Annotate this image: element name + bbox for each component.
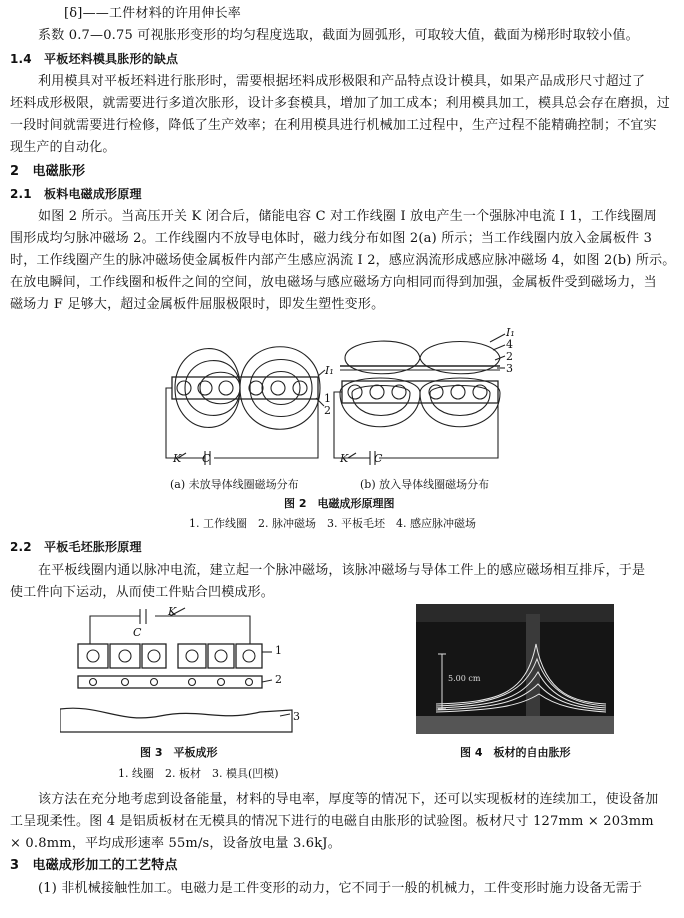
section-heading-2-1: 2.1 板料电磁成形原理 <box>10 187 142 201</box>
fig3-label-K: K <box>168 605 177 618</box>
text-line: 利用模具对平板坯料进行胀形时，需要根据坯料成形极限和产品特点设计模具，如果产品成形尺寸超过了 <box>38 74 646 89</box>
fig2-label-C: C <box>202 452 211 465</box>
section-heading-2-2: 2.2 平板毛坯胀形原理 <box>10 540 142 554</box>
text-line: 时，工作线圈产生的脉冲磁场使金属板件内部产生感应涡流 I 2，感应涡流形成感应脉冲磁场 4，如图 2(b) 所示。 <box>10 253 676 268</box>
text-line: (1) 非机械接触性加工。电磁力是工件变形的动力，它不同于一般的机械力，工件变形时施力设备无需于 <box>38 881 643 896</box>
fig2b-label-K: K <box>340 452 349 465</box>
fig4-scale-label: 5.00 cm <box>448 674 481 683</box>
text-line: 系数 0.7—0.75 可视胀形变形的均匀程度选取，截面为圆弧形，可取较大值，截面为梯形时取较小值。 <box>38 28 639 43</box>
text-line: 一段时间就需要进行检修，降低了生产效率；在利用模具进行机械加工过程中，生产过程不能精确控制；不宜实 <box>10 118 657 133</box>
fig2-legend: 1. 工作线圈 2. 脉冲磁场 3. 平板毛坯 4. 感应脉冲磁场 <box>189 517 476 530</box>
text-line: 在平板线圈内通以脉冲电流，建立起一个脉冲磁场，该脉冲磁场与导体工件上的感应磁场相互排斥，于是 <box>38 563 646 578</box>
fig3-title: 图 3 平板成形 <box>140 746 218 759</box>
fig3-label-2: 2 <box>275 673 282 686</box>
text-line-symbol-def: [δ]——工件材料的许用伸长率 <box>64 6 241 21</box>
figure-4-photo <box>416 604 614 734</box>
text-line: 工呈现柔性。图 4 是铝质板材在无模具的情况下进行的电磁自由胀形的试验图。板材尺寸 127mm × 203mm <box>10 814 654 829</box>
fig4-title: 图 4 板材的自由胀形 <box>460 746 571 759</box>
fig2b-label-I1: I₁ <box>506 326 515 339</box>
fig2-label-K: K <box>173 452 182 465</box>
figure-2a <box>166 347 325 465</box>
text-line: 坯料成形极限，就需要进行多道次胀形，设计多套模具，增加了加工成本；利用模具加工，模具总会存在磨损，过 <box>10 96 671 111</box>
text-line: 该方法在充分地考虑到设备能量，材料的导电率，厚度等的情况下，还可以实现板材的连续加工，使设备加 <box>38 792 659 807</box>
text-line: 围形成均匀脉冲磁场 2。工作线圈内不放导电体时，磁力线分布如图 2(a) 所示；当工作线圈内放入金属板件 3 <box>10 231 653 246</box>
fig3-label-1: 1 <box>275 644 282 657</box>
fig2-caption-a: (a) 未放导体线圈磁场分布 <box>170 478 299 491</box>
fig2b-label-2: 2 <box>506 350 513 363</box>
free-bulging-photo-image <box>416 604 614 734</box>
figure-3-diagram <box>60 604 300 744</box>
text-line: 磁场力 F 足够大，超过金属板件屈服极限时，即发生塑性变形。 <box>10 297 385 312</box>
fig2-label-2: 2 <box>324 404 331 417</box>
section-heading-3: 3 电磁成形加工的工艺特点 <box>10 858 178 873</box>
text-line: × 0.8mm，平均成形速率 55m/s，设备放电量 3.6kJ。 <box>10 836 341 851</box>
fig2-label-I1: I₁ <box>325 364 334 377</box>
fig2b-label-3: 3 <box>506 362 513 375</box>
fig3-legend: 1. 线圈 2. 板材 3. 模具(凹模) <box>118 767 279 780</box>
fig2-label-1: 1 <box>324 392 331 405</box>
section-heading-2: 2 电磁胀形 <box>10 164 86 179</box>
text-line: 在放电瞬间，工作线圈和板件之间的空间，放电磁场与感应磁场方向相同而得到加强，金属板件受到磁场力，当 <box>10 275 657 290</box>
text-line: 现生产的自动化。 <box>10 140 116 155</box>
fig2-title: 图 2 电磁成形原理图 <box>284 497 395 510</box>
fig2-caption-b: (b) 放入导体线圈磁场分布 <box>360 478 490 491</box>
fig2b-label-4: 4 <box>506 338 513 351</box>
text-line: 使工件向下运动，从而使工件贴合凹模成形。 <box>10 585 275 600</box>
text-line: 如图 2 所示。当高压开关 K 闭合后，储能电容 C 对工作线圈 I 放电产生一个强脉冲电流 I 1，工作线圈周 <box>38 209 657 224</box>
figure-2b <box>334 334 505 465</box>
fig3-label-C: C <box>133 626 142 639</box>
fig2b-label-C: C <box>374 452 383 465</box>
section-heading-1-4: 1.4 平板坯料模具胀形的缺点 <box>10 52 179 66</box>
fig3-label-3: 3 <box>293 710 300 723</box>
